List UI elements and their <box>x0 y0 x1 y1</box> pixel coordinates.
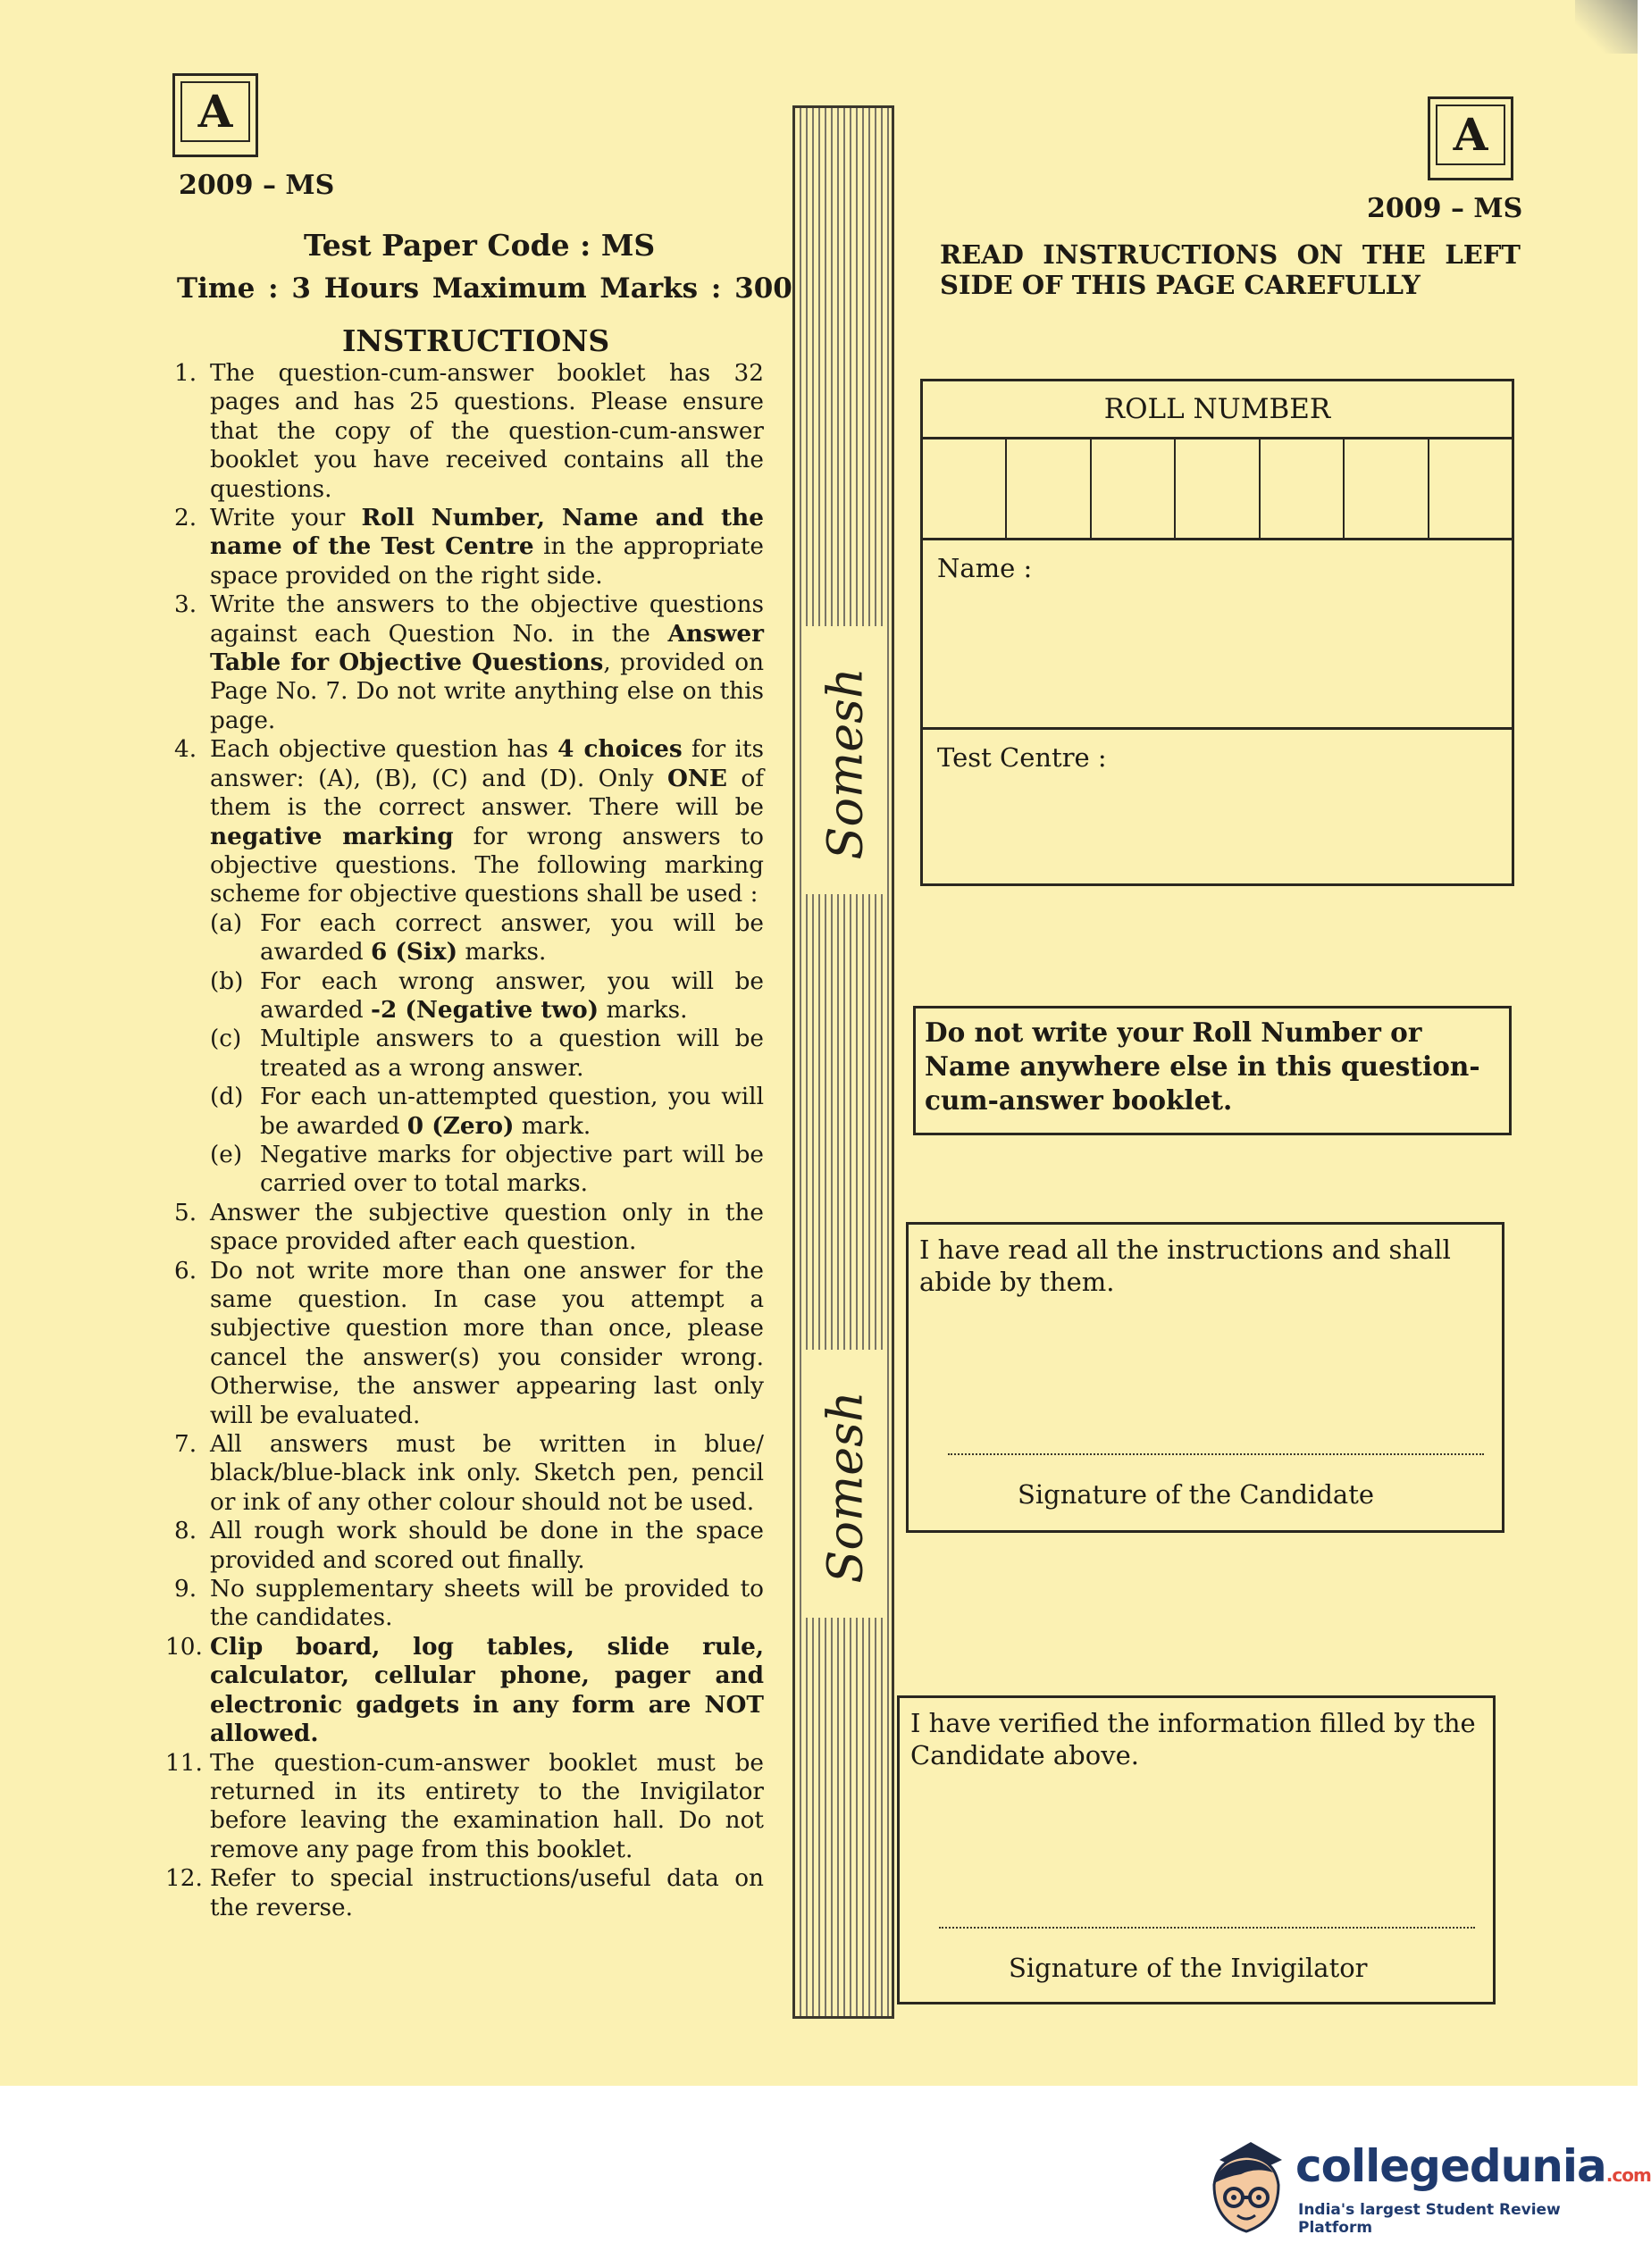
brand-suffix: .com <box>1605 2164 1651 2186</box>
set-letter: A <box>1436 105 1505 165</box>
instruction-text: For each correct answer, you will be awarded <box>260 909 764 967</box>
instruction-text: in the appropriate space provided on the right side. <box>210 533 764 590</box>
instruction-text: Write the answers to the objective questions against each Question No. in the <box>210 591 764 648</box>
invigilator-signature-line[interactable] <box>939 1927 1475 1929</box>
roll-digit-cell[interactable] <box>1261 439 1345 538</box>
instruction-text: Multiple answers to a question will be treated as a wrong answer. <box>260 1025 764 1082</box>
subitem-letter: (d) <box>210 1084 244 1111</box>
roll-digit-cell[interactable] <box>923 439 1007 538</box>
instruction-subitem <box>210 1083 764 1141</box>
collegedunia-watermark <box>1202 2122 1651 2247</box>
instruction-text: Write your <box>210 505 362 532</box>
instruction-item <box>165 1199 764 1257</box>
instruction-emphasis: ONE <box>666 764 727 792</box>
item-number: 8. <box>174 1518 197 1545</box>
item-number: 3. <box>174 591 197 619</box>
test-centre-label: Test Centre : <box>937 742 1107 773</box>
instruction-subitem <box>210 1025 764 1083</box>
binding-strip <box>792 105 894 2019</box>
instruction-text: All rough work should be done in the space provided and scored out finally. <box>210 1518 764 1574</box>
item-number: 11. <box>165 1749 203 1777</box>
set-letter-box-right <box>1428 96 1513 180</box>
candidate-declaration-box <box>906 1222 1504 1533</box>
instruction-text: Negative marks for objective part will be carried over to total marks. <box>260 1141 764 1198</box>
brand-name <box>1295 2140 1651 2192</box>
candidate-signature-line[interactable] <box>948 1453 1484 1455</box>
set-letter: A <box>180 81 250 142</box>
mascot-logo-icon <box>1202 2122 1291 2247</box>
subitem-letter: (c) <box>210 1025 242 1053</box>
instruction-text: marks. <box>599 996 688 1024</box>
instruction-item <box>165 504 764 590</box>
instruction-text: The question-cum-answer booklet must be returned in its entirety to the Invigilator before leaving the examination hall. Do not remove any page from this booklet. <box>210 1749 764 1863</box>
item-number: 6. <box>174 1257 197 1285</box>
time-and-marks: Time : 3 Hours Maximum Marks : 300 <box>177 272 792 305</box>
instruction-text: for its answer: (A), (B), (C) and (D). Only <box>210 736 764 792</box>
subitem-letter: (a) <box>210 909 243 937</box>
instruction-item <box>165 590 764 735</box>
instruction-item <box>165 1749 764 1865</box>
instruction-subitem <box>210 1141 764 1199</box>
item-number: 2. <box>174 505 197 532</box>
item-number: 10. <box>165 1633 203 1661</box>
instruction-emphasis: 6 (Six) <box>371 938 458 967</box>
test-paper-code: Test Paper Code : MS <box>304 228 656 263</box>
instruction-subitem <box>210 909 764 967</box>
instruction-text: For each wrong answer, you will be awarded <box>260 967 764 1024</box>
instruction-item <box>165 1864 764 1922</box>
instruction-text: No supplementary sheets will be provided to the candidates. <box>210 1576 764 1632</box>
item-number: 12. <box>165 1865 203 1893</box>
invigilator-verification-box <box>897 1695 1496 2004</box>
instruction-item <box>165 735 764 1199</box>
instruction-text: Answer the subjective question only in the space provided after each question. <box>210 1199 764 1256</box>
instruction-emphasis: 4 choices <box>557 735 683 764</box>
roll-number-label: ROLL NUMBER <box>923 381 1512 439</box>
item-number: 1. <box>174 360 197 387</box>
instruction-text: marks. <box>457 939 547 967</box>
subitem-letter: (e) <box>210 1141 243 1168</box>
instruction-emphasis: 0 (Zero) <box>406 1111 515 1140</box>
instruction-emphasis: Roll Number, Name and the name of the Test Centre <box>210 504 764 561</box>
read-instructions-note: READ INSTRUCTIONS ON THE LEFT SIDE OF THIS PAGE CAREFULLY <box>940 239 1521 300</box>
instruction-text: For each un-attempted question, you will be awarded <box>260 1084 764 1140</box>
instruction-text: of them is the correct answer. There will be <box>210 765 764 822</box>
candidate-statement: I have read all the instructions and shall abide by them. <box>919 1234 1451 1297</box>
roll-digit-cell[interactable] <box>1176 439 1260 538</box>
subitem-letter: (b) <box>210 967 244 995</box>
instruction-emphasis: Clip board, log tables, slide rule, calculator, cellular phone, pager and electronic gadgets in any form are NOT allowed. <box>210 1632 764 1748</box>
brand-tagline: India's largest Student Review Platform <box>1298 2201 1561 2237</box>
set-letter-box-left <box>172 73 258 157</box>
instruction-text: Do not write more than one answer for the same question. In case you attempt a subjective question more than once, please cancel the answer(s) you consider wrong. Otherwise, the answer appearing last only will be evaluated. <box>210 1257 764 1429</box>
invigilator-statement: I have verified the information filled by the Candidate above. <box>910 1708 1476 1770</box>
item-number: 9. <box>174 1576 197 1603</box>
roll-digit-cell[interactable] <box>1345 439 1429 538</box>
instruction-emphasis: Answer Table for Objective Questions <box>210 619 764 677</box>
binding-signature-top: Somesh <box>817 667 874 860</box>
instruction-text: Refer to special instructions/useful data on the reverse. <box>210 1865 764 1921</box>
test-centre-field[interactable] <box>923 730 1512 785</box>
instruction-item <box>165 1430 764 1517</box>
instruction-item <box>165 359 764 504</box>
instruction-text: All answers must be written in blue/ black/blue-black ink only. Sketch pen, pencil or ink of any other colour should not be used. <box>210 1431 764 1516</box>
item-number: 5. <box>174 1199 197 1226</box>
page-corner-shadow <box>1575 0 1638 54</box>
paper-id-left: 2009 – MS <box>179 170 335 201</box>
name-label: Name : <box>937 553 1033 583</box>
brand-name-text: collegedunia <box>1295 2140 1606 2192</box>
instruction-text: mark. <box>514 1112 591 1140</box>
instruction-item <box>165 1633 764 1749</box>
roll-digit-cell[interactable] <box>1429 439 1512 538</box>
instruction-emphasis: -2 (Negative two) <box>371 995 599 1024</box>
warning-box: Do not write your Roll Number or Name anywhere else in this question-cum-answer booklet. <box>913 1006 1512 1135</box>
instruction-item <box>165 1257 764 1430</box>
roll-digit-cell[interactable] <box>1007 439 1091 538</box>
binding-signature-bottom: Somesh <box>817 1391 874 1584</box>
instructions-heading: INSTRUCTIONS <box>342 323 610 358</box>
name-field[interactable] <box>923 540 1512 730</box>
instruction-text: , provided on Page No. 7. Do not write anything else on this page. <box>210 649 765 734</box>
instruction-item <box>165 1517 764 1575</box>
instruction-subitem <box>210 967 764 1025</box>
paper-id-right: 2009 – MS <box>1367 193 1523 224</box>
item-number: 4. <box>174 736 197 764</box>
instruction-text: for wrong answers to objective questions. The following marking scheme for objective questions shall be used : <box>210 823 765 908</box>
roll-number-cells[interactable] <box>923 439 1512 540</box>
instruction-item <box>165 1575 764 1633</box>
instructions-list <box>165 359 764 1922</box>
candidate-signature-label: Signature of the Candidate <box>1018 1479 1375 1510</box>
instruction-text: Each objective question has <box>210 736 558 764</box>
instruction-text: The question-cum-answer booklet has 32 pages and has 25 questions. Please ensure that the copy of the question-cum-answer booklet you have received contains all the questions. <box>210 360 764 503</box>
roll-digit-cell[interactable] <box>1092 439 1176 538</box>
instruction-emphasis: negative marking <box>210 822 454 850</box>
item-number: 7. <box>174 1431 197 1459</box>
invigilator-signature-label: Signature of the Invigilator <box>1009 1953 1368 1983</box>
candidate-details-box <box>920 379 1514 886</box>
